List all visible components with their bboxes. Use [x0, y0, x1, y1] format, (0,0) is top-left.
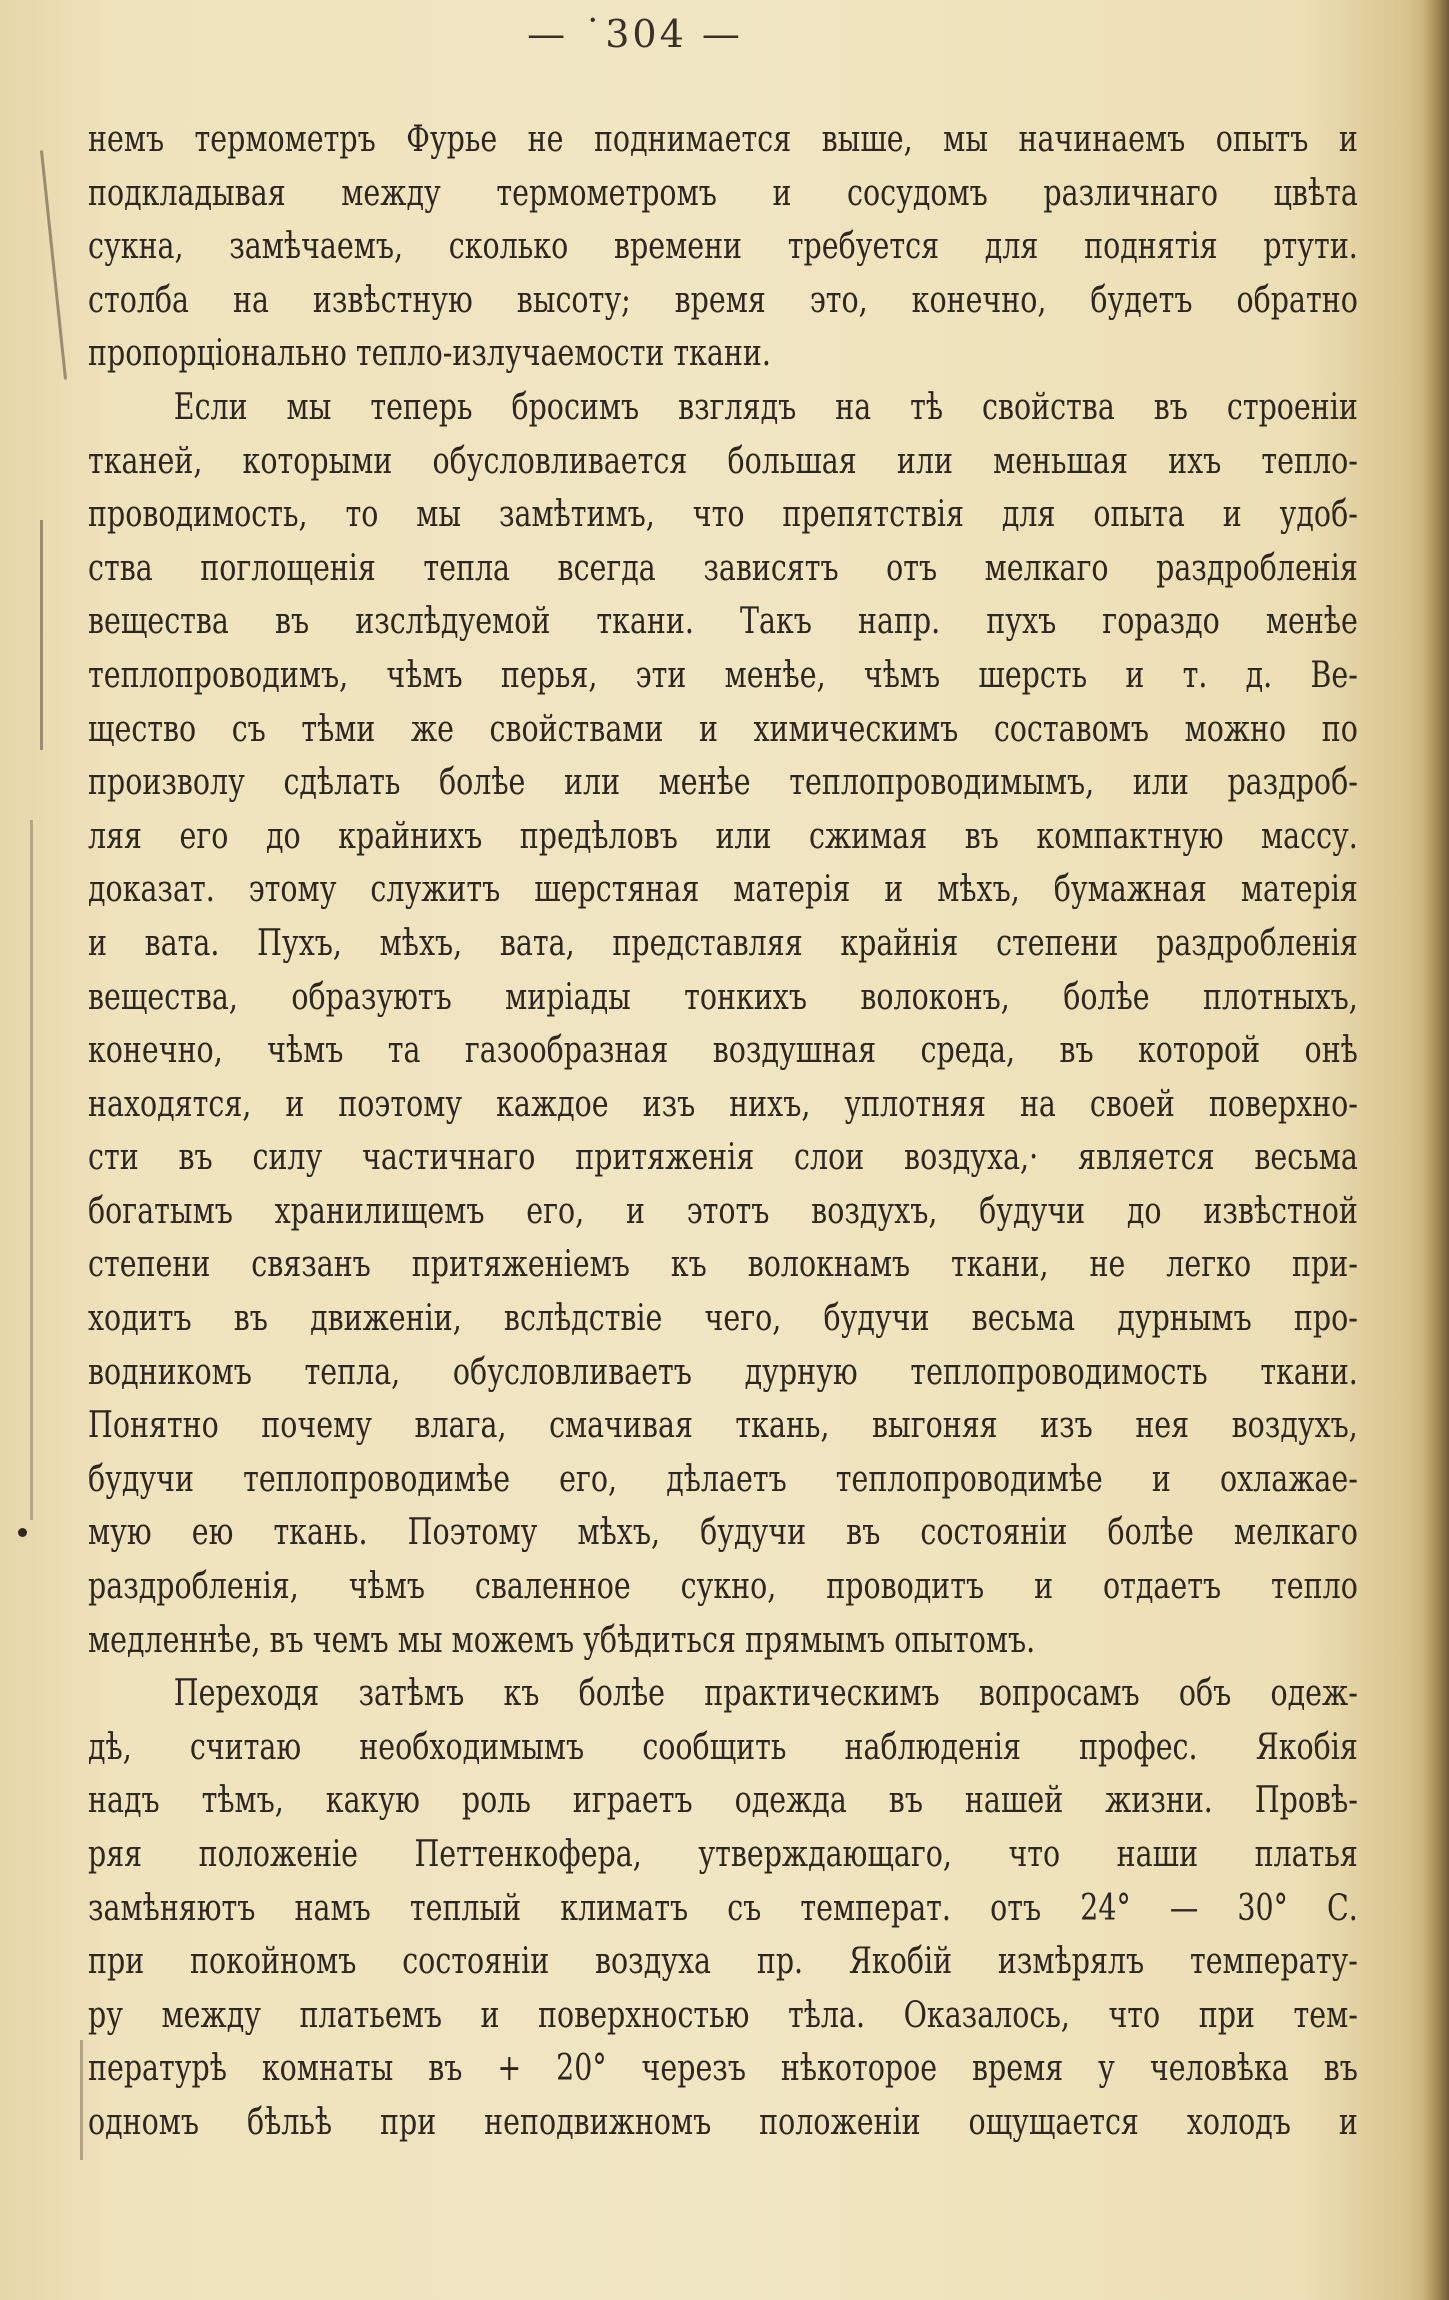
text-line: при покойномъ состояніи воздуха пр. Якобій измѣрялъ температу- [88, 1939, 1358, 1983]
text-line: вещества, образуютъ миріады тонкихъ волоконъ, болѣе плотныхъ, [88, 974, 1358, 1018]
text-line: водникомъ тепла, обусловливаетъ дурную теплопроводимость ткани. [88, 1349, 1358, 1393]
text-line: ру между платьемъ и поверхностью тѣла. Оказалось, что при тем- [88, 1992, 1358, 2036]
text-line: теплопроводимъ, чѣмъ перья, эти менѣе, чѣмъ шерсть и т. д. Ве- [88, 652, 1358, 696]
margin-pencil-mark [30, 820, 33, 1520]
text-line: сукна, замѣчаемъ, сколько времени требуется для поднятія ртути. [88, 224, 1358, 268]
text-line: ходитъ въ движеніи, вслѣдствіе чего, будучи весьма дурнымъ про- [88, 1296, 1358, 1340]
text-line: проводимость, то мы замѣтимъ, что препятствія для опыта и удоб- [88, 492, 1358, 536]
text-line: и вата. Пухъ, мѣхъ, вата, представляя крайнія степени раздробленія [88, 920, 1358, 964]
page-binding-edge [1423, 0, 1449, 2300]
text-line: будучи теплопроводимѣе его, дѣлаетъ теплопроводимѣе и охлажае- [88, 1456, 1358, 1500]
text-line: степени связанъ притяженіемъ къ волокнамъ ткани, не легко при- [88, 1242, 1358, 1286]
text-line: подкладывая между термометромъ и сосудомъ различнаго цвѣта [88, 170, 1358, 214]
text-line: немъ термометръ Фурье не поднимается выше, мы начинаемъ опытъ и [88, 117, 1358, 160]
text-line: вещества въ изслѣдуемой ткани. Такъ напр. пухъ гораздо менѣе [88, 599, 1358, 643]
text-line: Понятно почему влага, смачивая ткань, выгоняя изъ нея воздухъ, [88, 1403, 1358, 1447]
text-line: замѣняютъ намъ теплый климатъ съ температ. отъ 24° — 30° С. [88, 1885, 1358, 1929]
text-line: доказат. этому служитъ шерстяная матерія и мѣхъ, бумажная матерія [88, 867, 1358, 911]
text-line: находятся, и поэтому каждое изъ нихъ, уплотняя на своей поверхно- [88, 1081, 1358, 1125]
text-line: ляя его до крайнихъ предѣловъ или сжимая въ компактную массу. [88, 813, 1358, 857]
text-line: медленнѣе, въ чемъ мы можемъ убѣдиться прямымъ опытомъ. [88, 1617, 1036, 1661]
margin-pencil-mark [80, 2040, 83, 2160]
text-line: щество съ тѣми же свойствами и химическимъ составомъ можно по [88, 706, 1358, 750]
text-line: пропорціонально тепло-излучаемости ткани. [88, 331, 771, 375]
text-line: раздробленія, чѣмъ сваленное сукно, проводитъ и отдаетъ тепло [88, 1564, 1358, 1608]
text-line: тканей, которыми обусловливается большая или меньшая ихъ тепло- [88, 438, 1358, 482]
text-line: пературѣ комнаты въ + 20° черезъ нѣкоторое время у человѣка въ [88, 2046, 1358, 2090]
text-line: дѣ, считаю необходимымъ сообщить наблюденія профес. Якобія [88, 1724, 1358, 1768]
margin-pencil-mark [40, 520, 43, 750]
text-line: сти въ силу частичнаго притяженія слои воздуха,· является весьма [88, 1135, 1358, 1179]
text-line: произволу сдѣлать болѣе или менѣе теплопроводимымъ, или раздроб- [88, 760, 1358, 804]
body-text [88, 112, 1358, 2149]
paragraph-first-line: Переходя затѣмъ къ болѣе практическимъ вопросамъ объ одеж- [173, 1671, 1358, 1715]
text-line: конечно, чѣмъ та газообразная воздушная среда, въ которой онѣ [88, 1028, 1358, 1072]
text-line: столба на извѣстную высоту; время это, конечно, будетъ обратно [88, 277, 1358, 321]
margin-dot-mark [18, 1528, 27, 1537]
paragraph-first-line: Если мы теперь бросимъ взглядъ на тѣ свойства въ строеніи [173, 384, 1358, 428]
text-line: надъ тѣмъ, какую роль играетъ одежда въ нашей жизни. Провѣ- [88, 1778, 1358, 1822]
text-line: ряя положеніе Петтенкофера, утверждающаго, что наши платья [88, 1832, 1358, 1875]
text-line: богатымъ хранилищемъ его, и этотъ воздухъ, будучи до извѣстной [88, 1188, 1358, 1232]
text-line: ства поглощенія тепла всегда зависятъ отъ мелкаго раздробленія [88, 545, 1358, 589]
page-number: — ˙304 — [527, 12, 743, 56]
text-line: мую ею ткань. Поэтому мѣхъ, будучи въ состояніи болѣе мелкаго [88, 1510, 1358, 1554]
text-line: одномъ бѣльѣ при неподвижномъ положеніи ощущается холодъ и [88, 2099, 1358, 2143]
